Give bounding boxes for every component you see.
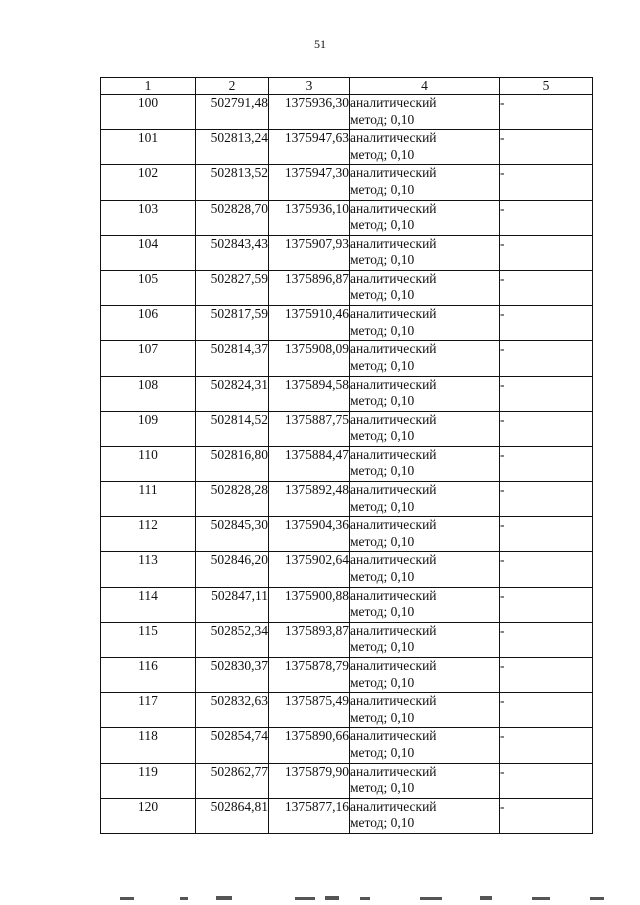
point-number: 100	[101, 95, 196, 130]
note-cell: -	[500, 411, 593, 446]
coordinate-x: 502816,80	[196, 446, 269, 481]
method-line-1: аналитический	[350, 587, 437, 603]
coordinate-x: 502846,20	[196, 552, 269, 587]
coordinate-y: 1375904,36	[269, 517, 350, 552]
method-line-1: аналитический	[350, 341, 437, 357]
coordinate-x: 502813,52	[196, 165, 269, 200]
method-line-1: аналитический	[350, 130, 437, 146]
method-cell	[350, 411, 500, 446]
method-line-2: метод; 0,10	[350, 463, 415, 479]
method-cell	[350, 763, 500, 798]
header-col-3: 3	[269, 78, 350, 95]
method-line-1: аналитический	[350, 693, 437, 709]
point-number: 108	[101, 376, 196, 411]
method-cell	[350, 658, 500, 693]
note-cell: -	[500, 130, 593, 165]
point-number: 111	[101, 482, 196, 517]
method-line-1: аналитический	[350, 658, 437, 673]
coordinate-y: 1375890,66	[269, 728, 350, 763]
table-row	[101, 306, 593, 341]
coordinate-y: 1375878,79	[269, 658, 350, 693]
method-cell	[350, 798, 500, 833]
method-cell	[350, 270, 500, 305]
method-line-1: аналитический	[350, 270, 437, 286]
method-cell	[350, 95, 500, 130]
note-cell: -	[500, 341, 593, 376]
table-row	[101, 728, 593, 763]
coordinate-y: 1375896,87	[269, 270, 350, 305]
method-line-2: метод; 0,10	[350, 287, 415, 303]
point-number: 115	[101, 622, 196, 657]
coordinate-y: 1375902,64	[269, 552, 350, 587]
coordinate-x: 502843,43	[196, 235, 269, 270]
header-col-5: 5	[500, 78, 593, 95]
coordinate-y: 1375947,30	[269, 165, 350, 200]
method-cell	[350, 130, 500, 165]
header-row	[101, 78, 593, 95]
coordinate-y: 1375887,75	[269, 411, 350, 446]
note-cell: -	[500, 306, 593, 341]
coordinate-x: 502830,37	[196, 658, 269, 693]
table-body	[101, 95, 593, 834]
page-number: 51	[314, 37, 326, 51]
method-line-1: аналитический	[350, 763, 437, 779]
method-line-2: метод; 0,10	[350, 252, 415, 268]
table-row	[101, 376, 593, 411]
method-line-1: аналитический	[350, 552, 437, 568]
coordinate-y: 1375947,63	[269, 130, 350, 165]
coordinate-x: 502828,28	[196, 482, 269, 517]
coordinate-x: 502791,48	[196, 95, 269, 130]
table-row	[101, 482, 593, 517]
method-cell	[350, 482, 500, 517]
note-cell: -	[500, 235, 593, 270]
method-line-1: аналитический	[350, 165, 437, 181]
note-cell: -	[500, 622, 593, 657]
table-row	[101, 235, 593, 270]
method-cell	[350, 306, 500, 341]
table-row	[101, 552, 593, 587]
point-number: 112	[101, 517, 196, 552]
table-row	[101, 517, 593, 552]
table-row	[101, 95, 593, 130]
table-row	[101, 341, 593, 376]
coordinate-y: 1375900,88	[269, 587, 350, 622]
coordinate-x: 502817,59	[196, 306, 269, 341]
coordinate-y: 1375894,58	[269, 376, 350, 411]
point-number: 117	[101, 693, 196, 728]
point-number: 110	[101, 446, 196, 481]
coordinate-y: 1375907,93	[269, 235, 350, 270]
method-cell	[350, 517, 500, 552]
coordinate-x: 502824,31	[196, 376, 269, 411]
method-line-2: метод; 0,10	[350, 393, 415, 408]
method-cell	[350, 728, 500, 763]
note-cell: -	[500, 798, 593, 833]
point-number: 103	[101, 200, 196, 235]
note-cell: -	[500, 165, 593, 200]
coordinate-x: 502827,59	[196, 270, 269, 305]
method-line-1: аналитический	[350, 200, 437, 216]
table-row	[101, 446, 593, 481]
method-line-1: аналитический	[350, 235, 437, 251]
note-cell: -	[500, 446, 593, 481]
coordinate-x: 502813,24	[196, 130, 269, 165]
coordinate-x: 502862,77	[196, 763, 269, 798]
method-line-1: аналитический	[350, 798, 437, 814]
method-cell	[350, 552, 500, 587]
method-cell	[350, 200, 500, 235]
cut-off-text-fragment	[120, 893, 620, 903]
point-number: 104	[101, 235, 196, 270]
note-cell: -	[500, 693, 593, 728]
coordinate-x: 502832,63	[196, 693, 269, 728]
note-cell: -	[500, 517, 593, 552]
header-col-4: 4	[350, 78, 500, 95]
table-row	[101, 165, 593, 200]
method-line-2: метод; 0,10	[350, 498, 415, 514]
table-row	[101, 200, 593, 235]
method-cell	[350, 587, 500, 622]
point-number: 102	[101, 165, 196, 200]
header-col-1: 1	[101, 78, 196, 95]
point-number: 114	[101, 587, 196, 622]
point-number: 118	[101, 728, 196, 763]
coordinate-x: 502828,70	[196, 200, 269, 235]
method-line-1: аналитический	[350, 95, 437, 110]
point-number: 109	[101, 411, 196, 446]
point-number: 119	[101, 763, 196, 798]
note-cell: -	[500, 200, 593, 235]
method-line-1: аналитический	[350, 517, 437, 533]
method-line-2: метод; 0,10	[350, 181, 415, 197]
note-cell: -	[500, 587, 593, 622]
coordinate-x: 502847,11	[196, 587, 269, 622]
method-cell	[350, 341, 500, 376]
table-row	[101, 270, 593, 305]
table-header	[101, 78, 593, 95]
coordinate-y: 1375936,10	[269, 200, 350, 235]
coordinate-y: 1375910,46	[269, 306, 350, 341]
header-col-2: 2	[196, 78, 269, 95]
method-line-1: аналитический	[350, 411, 437, 427]
method-line-2: метод; 0,10	[350, 674, 415, 690]
method-line-2: метод; 0,10	[350, 604, 415, 620]
point-number: 107	[101, 341, 196, 376]
table-row	[101, 130, 593, 165]
coordinate-x: 502845,30	[196, 517, 269, 552]
method-line-2: метод; 0,10	[350, 780, 415, 796]
coordinate-y: 1375884,47	[269, 446, 350, 481]
coordinate-y: 1375892,48	[269, 482, 350, 517]
method-line-2: метод; 0,10	[350, 568, 415, 584]
method-cell	[350, 165, 500, 200]
note-cell: -	[500, 482, 593, 517]
coordinate-x: 502854,74	[196, 728, 269, 763]
point-number: 120	[101, 798, 196, 833]
method-line-1: аналитический	[350, 446, 437, 462]
coordinate-y: 1375908,09	[269, 341, 350, 376]
coordinate-y: 1375893,87	[269, 622, 350, 657]
coordinates-table	[100, 77, 593, 834]
table-row	[101, 411, 593, 446]
table-row	[101, 693, 593, 728]
method-cell	[350, 376, 500, 411]
table-row	[101, 622, 593, 657]
coordinate-x: 502814,37	[196, 341, 269, 376]
note-cell: -	[500, 658, 593, 693]
coordinate-x: 502852,34	[196, 622, 269, 657]
method-cell	[350, 446, 500, 481]
method-line-2: метод; 0,10	[350, 815, 415, 831]
method-cell	[350, 622, 500, 657]
method-line-2: метод; 0,10	[350, 217, 415, 233]
table-row	[101, 587, 593, 622]
note-cell: -	[500, 763, 593, 798]
point-number: 116	[101, 658, 196, 693]
method-line-2: метод; 0,10	[350, 428, 415, 444]
table-row	[101, 763, 593, 798]
point-number: 113	[101, 552, 196, 587]
method-line-1: аналитический	[350, 622, 437, 638]
method-line-1: аналитический	[350, 482, 437, 498]
note-cell: -	[500, 728, 593, 763]
method-line-2: метод; 0,10	[350, 322, 415, 338]
method-line-2: метод; 0,10	[350, 533, 415, 549]
method-line-1: аналитический	[350, 728, 437, 744]
coordinate-y: 1375877,16	[269, 798, 350, 833]
method-line-2: метод; 0,10	[350, 744, 415, 760]
method-line-2: метод; 0,10	[350, 709, 415, 725]
method-line-1: аналитический	[350, 306, 437, 322]
method-line-1: аналитический	[350, 376, 437, 392]
note-cell: -	[500, 95, 593, 130]
method-line-2: метод; 0,10	[350, 111, 415, 127]
coordinate-y: 1375936,30	[269, 95, 350, 130]
method-cell	[350, 693, 500, 728]
note-cell: -	[500, 552, 593, 587]
coordinate-y: 1375875,49	[269, 693, 350, 728]
point-number: 105	[101, 270, 196, 305]
method-line-2: метод; 0,10	[350, 639, 415, 655]
point-number: 106	[101, 306, 196, 341]
note-cell: -	[500, 376, 593, 411]
coordinate-x: 502864,81	[196, 798, 269, 833]
method-cell	[350, 235, 500, 270]
coordinate-y: 1375879,90	[269, 763, 350, 798]
point-number: 101	[101, 130, 196, 165]
method-line-2: метод; 0,10	[350, 146, 415, 162]
table-row	[101, 658, 593, 693]
table-row	[101, 798, 593, 833]
coordinate-x: 502814,52	[196, 411, 269, 446]
method-line-2: метод; 0,10	[350, 357, 415, 373]
note-cell: -	[500, 270, 593, 305]
